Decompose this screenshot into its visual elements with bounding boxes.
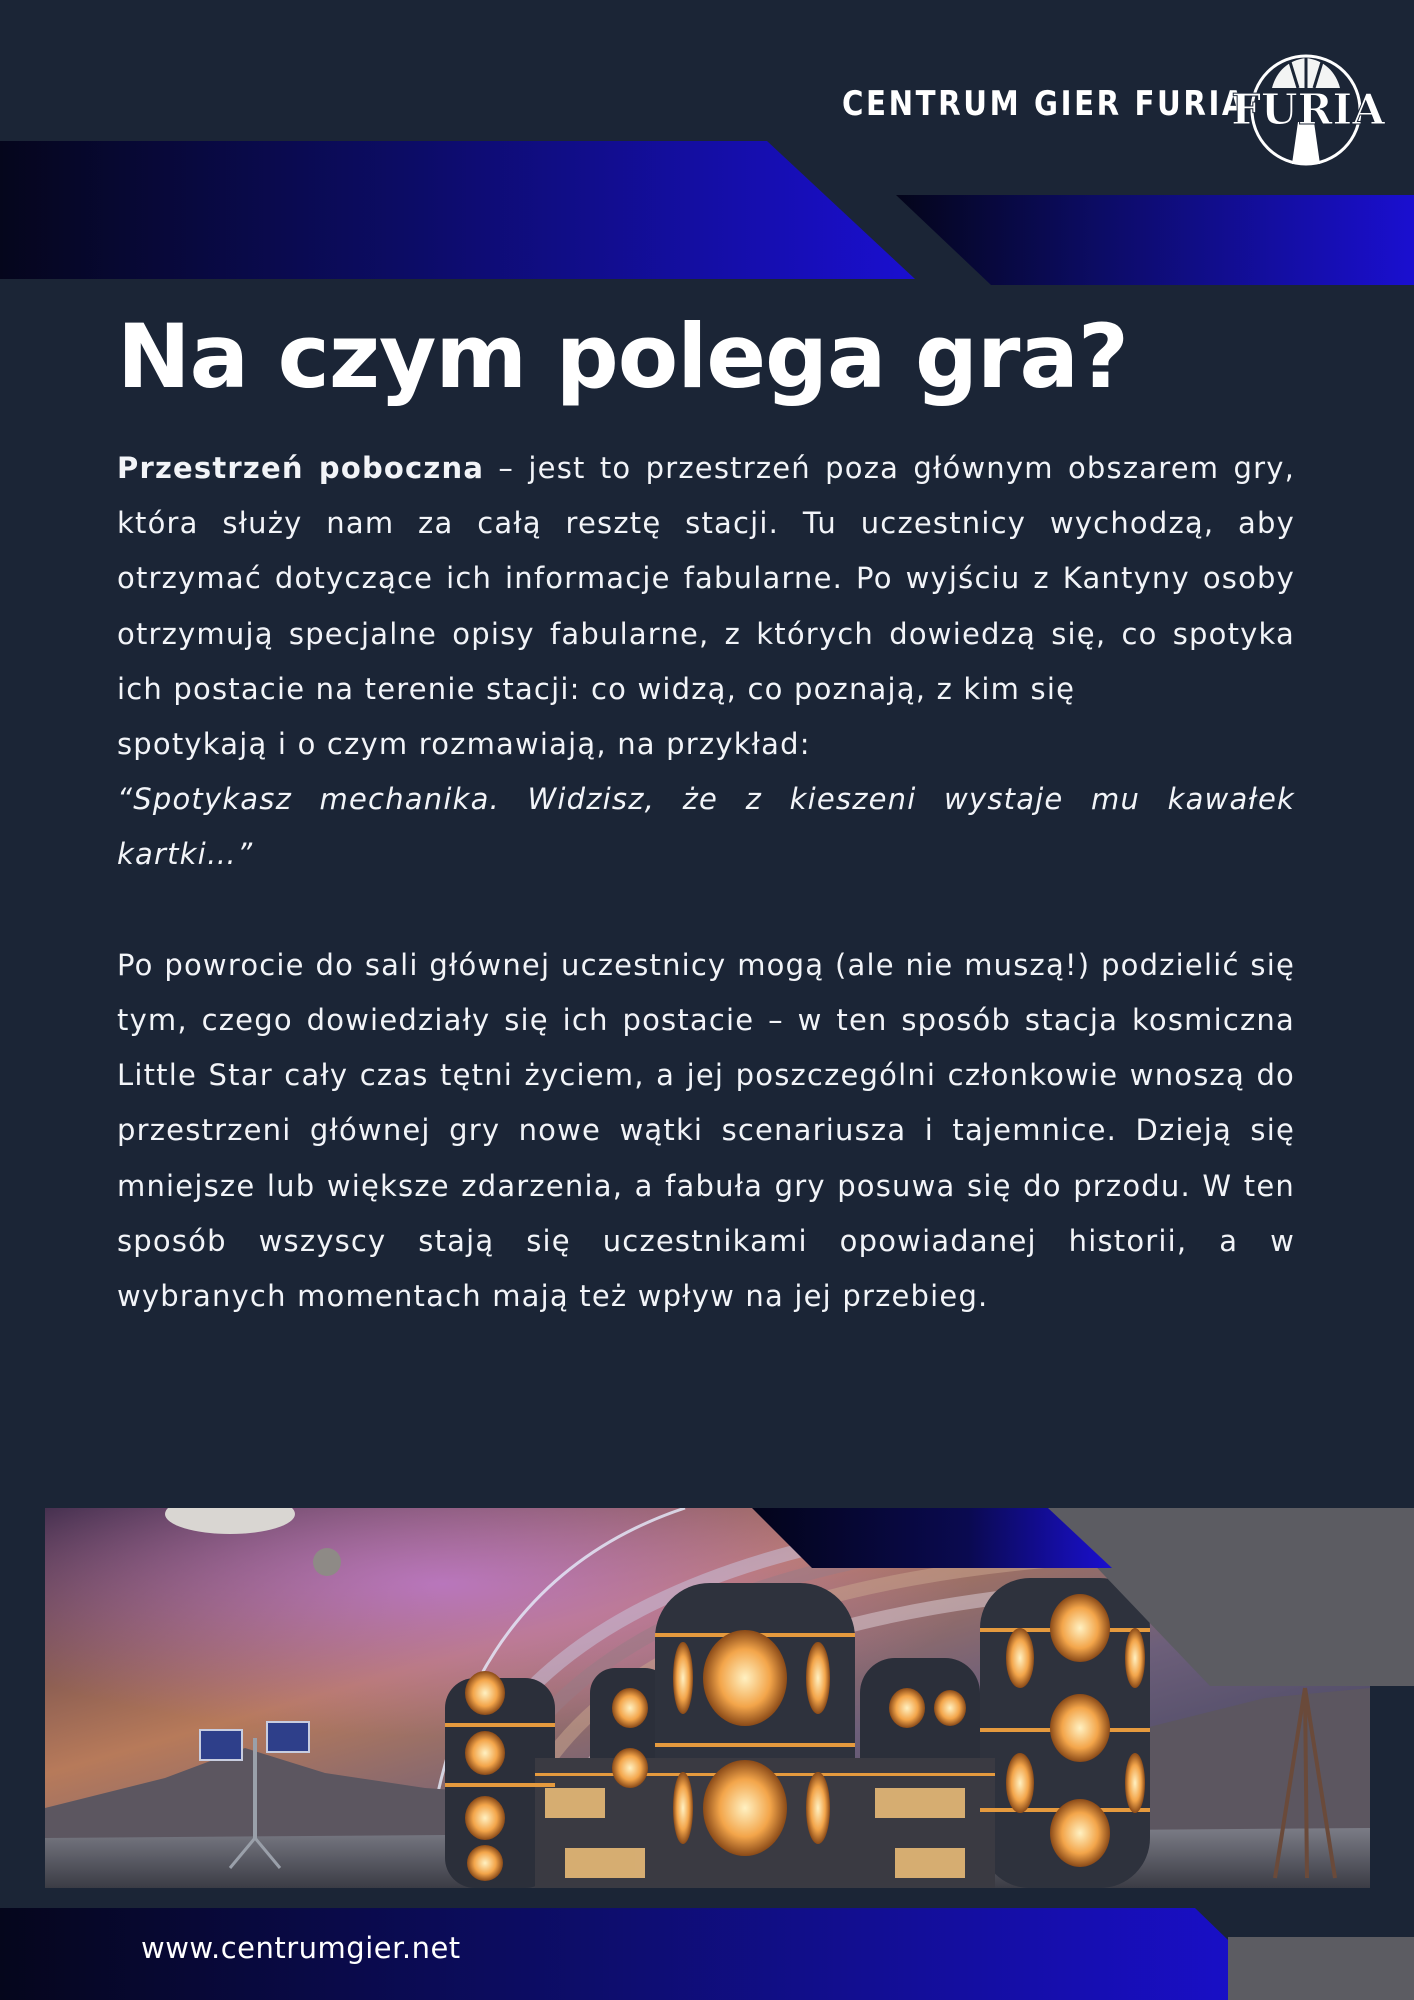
lead-term: Przestrzeń poboczna: [117, 451, 485, 485]
paragraph-1-text: – jest to przestrzeń poza głównym obszarem gry, która służy nam za całą resztę stacji. Tu uczestnicy wychodzą, aby otrzymać dotyczące ich informacje fabularne. Po wyjściu z Kantyny osoby otrzymują specjalne opisy fabularne, z których dowiedzą się, co spotyka ich postacie na terenie stacji: co widzą, co poznają, z kim się: [117, 451, 1295, 706]
example-quote: [117, 772, 1295, 882]
header-band-left: [0, 141, 915, 279]
main-content: [117, 441, 1295, 1324]
paragraph-1-continued: spotykają i o czym rozmawiają, na przykład:: [117, 727, 811, 762]
logo-text: FURIA: [1231, 85, 1385, 134]
page-title: Na czym polega gra?: [117, 305, 1128, 408]
furia-logo: [1228, 48, 1388, 170]
paragraph-1: [117, 441, 1295, 717]
footer-website-link[interactable]: www.centrumgier.net: [141, 1931, 461, 1965]
spacer: [117, 883, 1295, 938]
example-quote-text: “Spotykasz mechanika. Widzisz, że z kieszeni wystaje mu kawałek kartki…”: [117, 782, 1295, 872]
header-band-right: [896, 195, 1414, 285]
brand-name: CENTRUM GIER FURIA: [842, 84, 1248, 124]
paragraph-2: Po powrocie do sali głównej uczestnicy mogą (ale nie muszą!) podzielić się tym, czego dowiedziały się ich postacie – w ten sposób stacja kosmiczna Little Star cały czas tętni życiem, a jej poszczególni członkowie wnoszą do przestrzeni głównej gry nowe wątki scenariusza i tajemnice. Dzieją się mniejsze lub większe zdarzenia, a fabuła gry posuwa się do przodu. W ten sposób wszyscy stają się uczestnikami opowiadanej historii, a w wybranych momentach mają też wpływ na jej przebieg.: [117, 947, 1295, 1314]
footer-decoration-gray: [1228, 1937, 1414, 2000]
